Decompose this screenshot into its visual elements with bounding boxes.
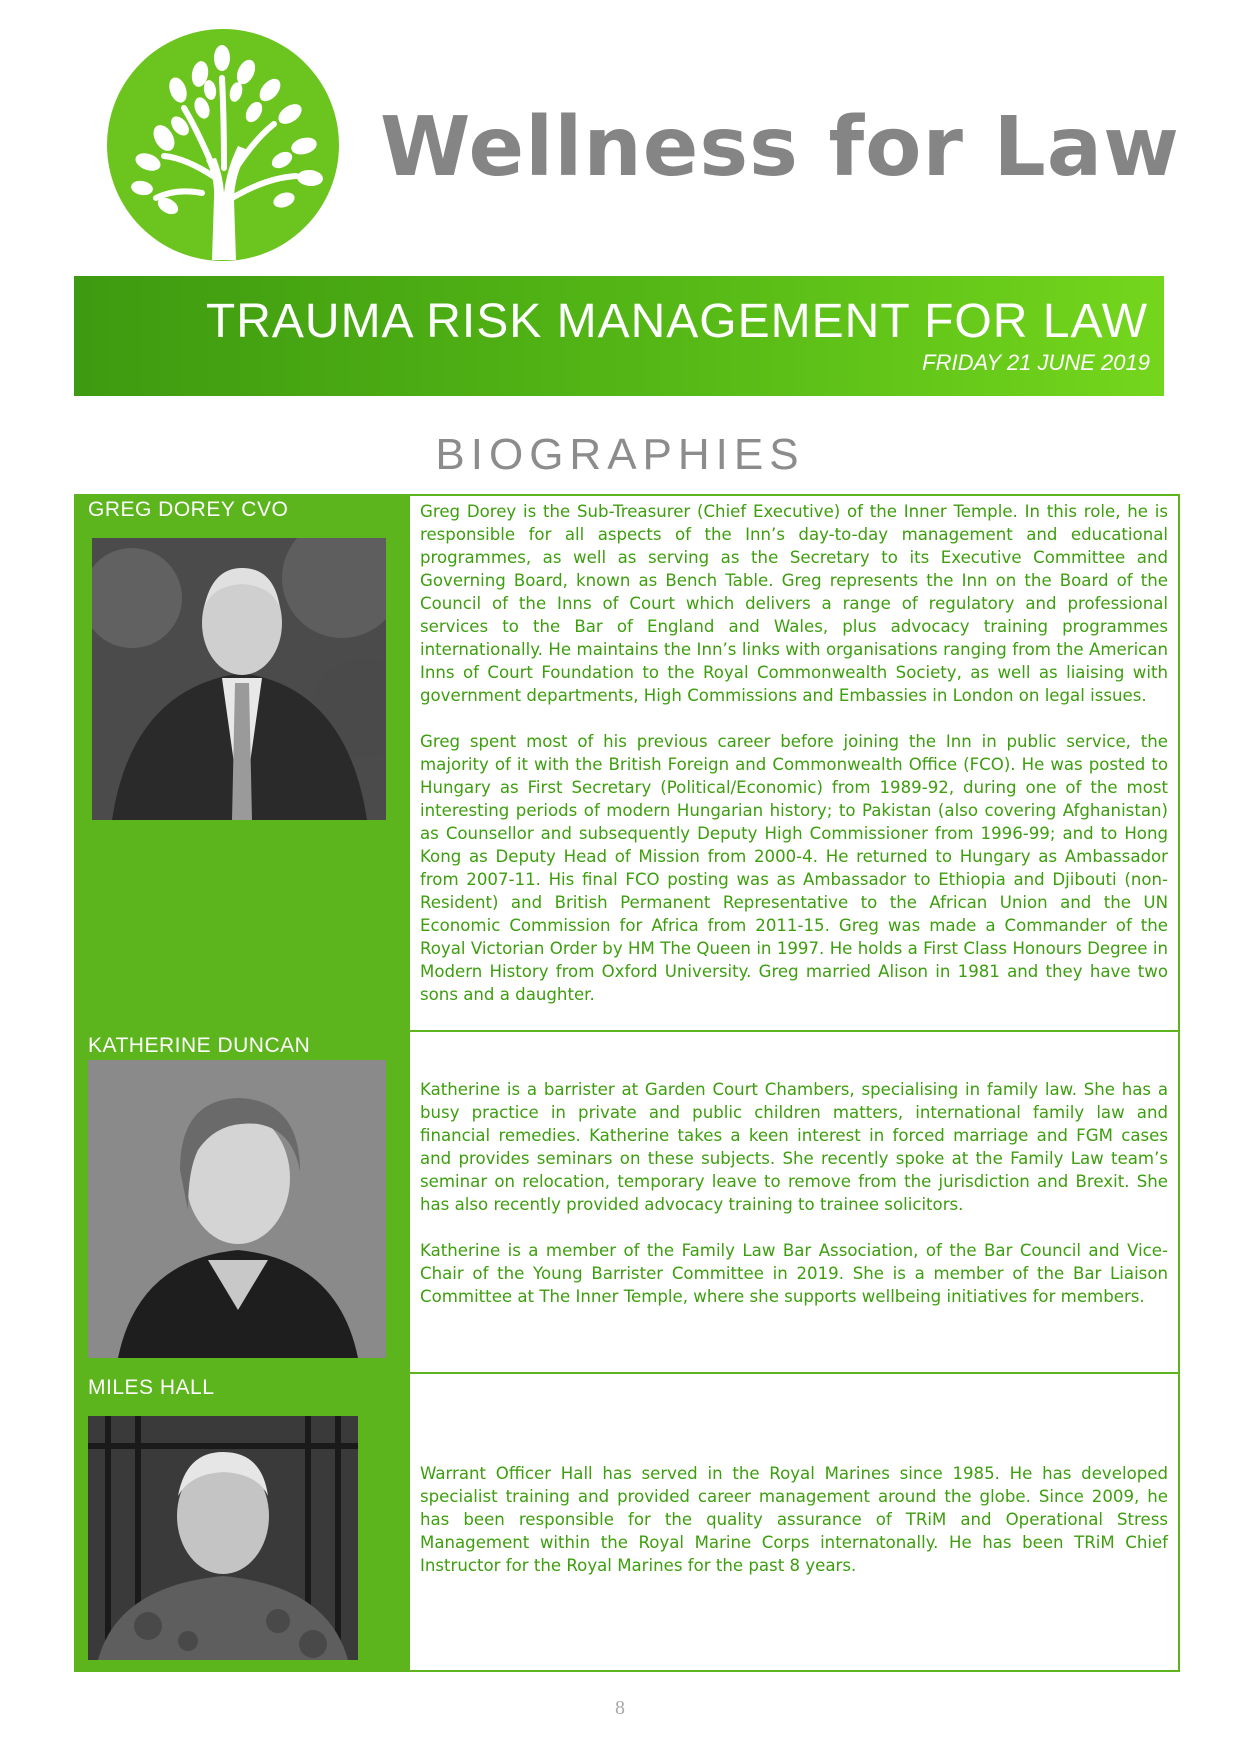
portrait-photo: [92, 538, 386, 820]
brand-wordmark: Wellness for Law: [380, 100, 1180, 195]
bio-text: [408, 496, 1178, 1030]
portrait-image-icon: [88, 1416, 358, 1660]
logo: [106, 28, 340, 262]
bio-name: GREG DOREY CVO: [88, 498, 289, 521]
bio-paragraph: Warrant Officer Hall has served in the Royal Marines since 1985. He has developed specialist training and provided career management around the globe. Since 2009, he has been responsible for the quality assurance of TRiM and Operational Stress Management within the Royal Marine Corps internatonally. He has been TRiM Chief Instructor for the Royal Marines for the past 8 years.: [420, 1464, 1168, 1575]
bio-sidebar: [76, 1032, 408, 1372]
bio-text: [408, 1374, 1178, 1670]
bio-sidebar: [76, 496, 408, 1030]
bio-paragraph: Greg Dorey is the Sub-Treasurer (Chief Executive) of the Inner Temple. In this role, he is responsible for all aspects of the Inn’s day-to-day management and educational programmes, as well as serving as the Secretary to its Executive Committee and Governing Board, known as Bench Table. Greg represents the Inn on the Board of the Council of the Inns of Court which delivers a range of regulatory and professional services to the Bar of England and Wales, plus advocacy training programmes internationally. He maintains the Inn’s links with organisations ranging from the American Inns of Court Foundation to the Royal Commonwealth Society, as well as liaising with government departments, High Commissions and Embassies in London on legal issues.: [420, 502, 1168, 705]
bio-paragraph: Katherine is a member of the Family Law Bar Association, of the Bar Council and Vice-Chair of the Young Barrister Committee in 2019. She is a member of the Bar Liaison Committee at The Inner Temple, where she supports wellbeing initiatives for members.: [420, 1241, 1168, 1306]
bio-name: KATHERINE DUNCAN: [88, 1034, 311, 1057]
bio-text: [408, 1032, 1178, 1372]
page-number: 8: [615, 1697, 625, 1719]
section-heading: BIOGRAPHIES: [435, 430, 805, 479]
banner-date: FRIDAY 21 JUNE 2019: [922, 350, 1150, 375]
portrait-photo: [88, 1060, 386, 1358]
bio-sidebar: [76, 1374, 408, 1670]
bio-row: [76, 1030, 1178, 1372]
bio-row: [76, 496, 1178, 1030]
biographies-table: [74, 494, 1180, 1672]
portrait-image-icon: [92, 538, 386, 820]
bio-name: MILES HALL: [88, 1376, 215, 1399]
bio-paragraph: Katherine is a barrister at Garden Court Chambers, specialising in family law. She has a busy practice in private and public children matters, international family law and financial remedies. Katherine takes a keen interest in forced marriage and FGM cases and provides seminars on these subjects. She recently spoke at the Family Law team’s seminar on relocation, temporary leave to remove from the jurisdiction and Brexit. She has also recently provided advocacy training to trainee solicitors.: [420, 1080, 1168, 1214]
portrait-image-icon: [88, 1060, 386, 1358]
bio-paragraph: Greg spent most of his previous career before joining the Inn in public service, the majority of it with the British Foreign and Commonwealth Office (FCO). He was posted to Hungary as First Secretary (Political/Economic) from 1989-92, during one of the most interesting periods of modern Hungarian history; to Pakistan (also covering Afghanistan) as Counsellor and subsequently Deputy High Commissioner from 1996-99; and to Hong Kong as Deputy Head of Mission from 2000-4. He returned to Hungary as Ambassador from 2007-11. His final FCO posting was as Ambassador to Ethiopia and Djibouti (non-Resident) and British Permanent Representative to the African Union and the UN Economic Commission for Africa from 2011-15. Greg was made a Commander of the Royal Victorian Order by HM The Queen in 1997. He holds a First Class Honours Degree in Modern History from Oxford University. Greg married Alison in 1981 and they have two sons and a daughter.: [420, 732, 1168, 1004]
portrait-photo: [88, 1416, 358, 1660]
bio-row: [76, 1372, 1178, 1670]
tree-logo-icon: [106, 28, 340, 262]
banner-title: TRAUMA RISK MANAGEMENT FOR LAW: [205, 295, 1148, 348]
title-banner: [74, 276, 1164, 396]
